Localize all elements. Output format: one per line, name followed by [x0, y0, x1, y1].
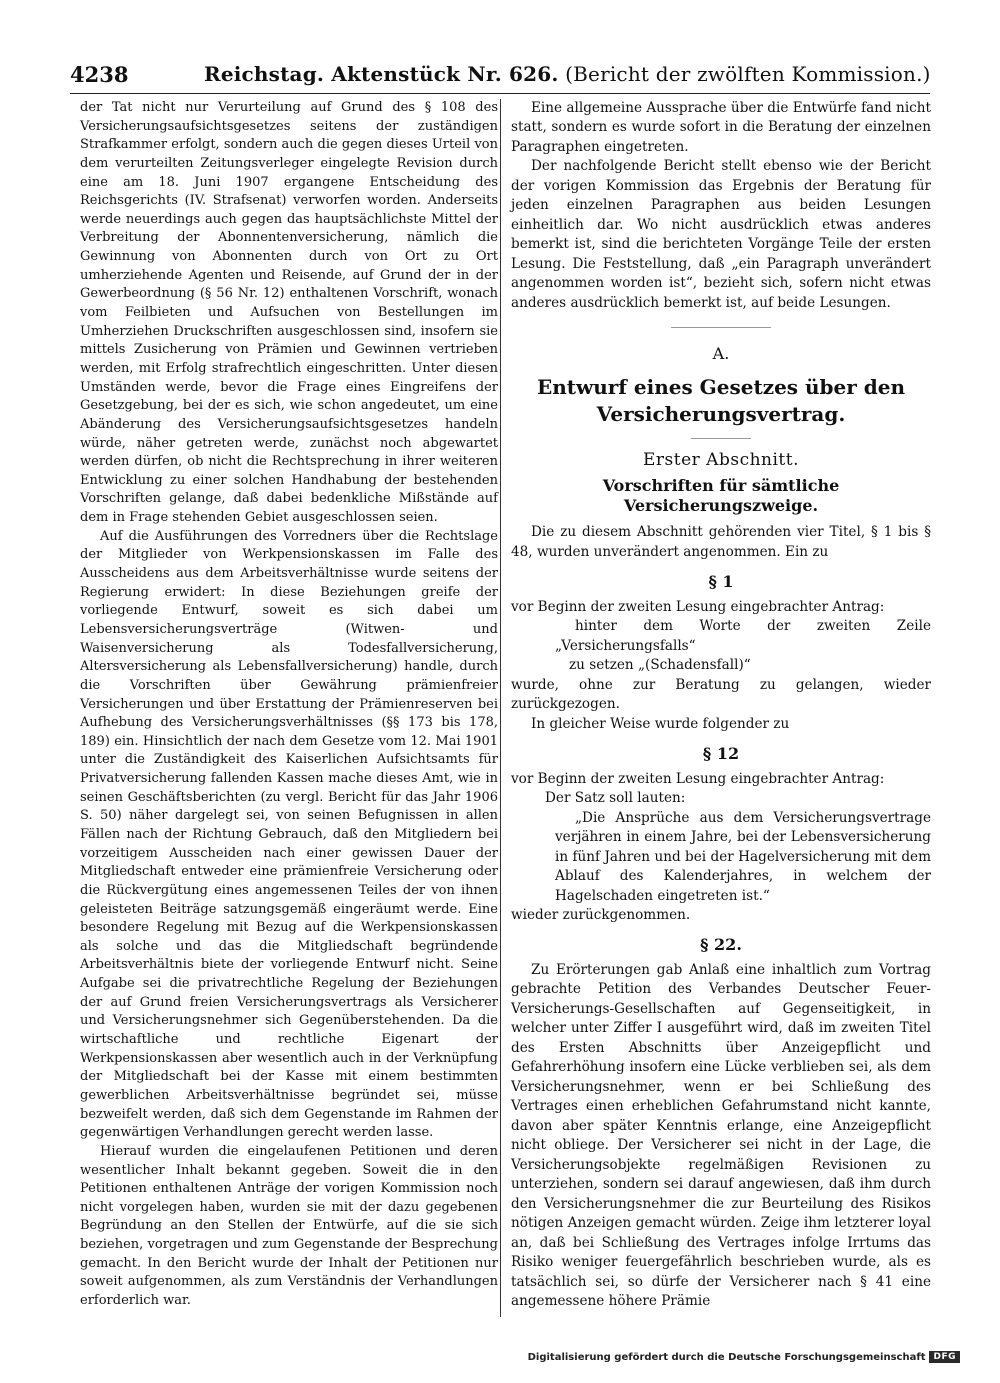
page-number: 4238 [70, 62, 129, 87]
paragraph-12-label: Der Satz soll lauten: [545, 790, 686, 807]
left-paragraph-3: Hierauf wurden die eingelaufenen Petitionen und deren wesentlicher Inhalt bekannt gegeben. Soweit die in den Petitionen enthaltenen Anträge der vorigen Kommission noch nicht vorgelegen haben, wurden sie mit der dazu gegebenen Begründung an den Stellen der Entwürfe, auf die sie sich beziehen, vorgetragen und zum Gegenstande der Besprechung gemacht. In den Bericht wurde der Inhalt der Petitionen nur soweit aufgenommen, als zum Verständnis der Verhandlungen erforderlich war. [80, 1143, 498, 1308]
separator-line [671, 327, 771, 328]
draft-title: Entwurf eines Gesetzes über den Versicherungsvertrag. [536, 374, 906, 426]
section-heading: Erster Abschnitt. [643, 449, 799, 470]
header-rule [70, 93, 930, 94]
paragraph-1-outro: wurde, ohne zur Beratung zu gelangen, wieder zurückgezogen. [511, 676, 931, 713]
paragraph-heading-22: § 22. [700, 935, 742, 955]
paragraph-12-outro: wieder zurückgenommen. [511, 906, 691, 923]
separator-line-small [691, 438, 751, 439]
column-divider [500, 99, 501, 1317]
paragraph-1-intro: vor Beginn der zweiten Lesung eingebrachter Antrag: [511, 598, 885, 615]
paragraph-1-next: In gleicher Weise wurde folgender zu [531, 715, 790, 732]
paragraph-12-quote: „Die Ansprüche aus dem Versicherungsvertrage verjähren in einem Jahre, bei der Lebensversicherung in fünf Jahren und bei der Hagelversicherung mit dem Ablauf des Kalenderjahres, in welchem der Hagelschaden eingetreten ist.“ [555, 809, 931, 904]
paragraph-heading-1: § 1 [708, 572, 734, 592]
paragraph-1-quote-b: zu setzen „(Schadensfall)“ [569, 657, 751, 674]
paragraph-12-intro: vor Beginn der zweiten Lesung eingebrachter Antrag: [511, 770, 885, 787]
section-letter: A. [712, 344, 730, 364]
paragraph-heading-12: § 12 [702, 744, 740, 764]
digitization-credit [528, 1351, 960, 1363]
dfg-logo: DFG [929, 1351, 960, 1363]
credit-text: Digitalisierung gefördert durch die Deutsche Forschungsgemeinschaft [527, 1351, 926, 1363]
paragraph-1-quote-a: hinter dem Worte der zweiten Zeile „Versicherungsfalls“ [555, 618, 931, 654]
right-paragraph-1: Eine allgemeine Aussprache über die Entwürfe fand nicht statt, sondern es wurde sofort in die Beratung der einzelnen Paragraphen eingetreten. [511, 100, 931, 155]
left-paragraph-1: der Tat nicht nur Verurteilung auf Grund des § 108 des Versicherungsaufsichtsgesetzes seitens der zuständigen Strafkammer erfolgt, sondern auch die gegen dieses Urteil von dem verurteilten Zeitungsverleger eingelegte Revision durch eine am 18. Juni 1907 ergangene Entscheidung des Reichsgerichts (IV. Strafsenat) verworfen worden. Anderseits werde neuerdings auch gegen das hauptsächlichste Mittel der Verbreitung der Abonnentenversicherung, nämlich die Gewinnung von Abonnenten durch von Ort zu Ort umherziehende Agenten und Reisende, auf Grund der in der Gewerbeordnung (§ 56 Nr. 12) enthaltenen Vorschrift, wonach vom Feilbieten und Aufsuchen von Bestellungen im Umherziehen Druckschriften ausgeschlossen sind, insofern sie mittels Zusicherung von Prämien und Gewinnen vertrieben werden, mit Erfolg strafrechtlich eingeschritten. Unter diesen Umständen werde, bevor die Frage eines Eingreifens der Gesetzgebung, bei der es sich, wie schon angedeutet, um eine Abänderung des Versicherungsaufsichtsgesetzes handeln würde, näher getreten werde, zunächst noch abgewartet werden dürfen, ob nicht die Rechtsprechung in ihrer weiteren Entwicklung zu einer solchen Handhabung der bestehenden Vorschriften gelange, daß dabei bedenkliche Mißstände auf dem in Frage stehenden Gebiet ausgeschlossen seien. [80, 100, 498, 526]
left-column [80, 99, 498, 1311]
section-subheading: Vorschriften für sämtliche Versicherungszweige. [602, 476, 840, 515]
paragraph-22-text: Zu Erörterungen gab Anlaß eine inhaltlich zum Vortrag gebrachte Petition des Verbandes Deutscher Feuer-Versicherungs-Gesellschaften auf Gegenseitigkeit, in welcher unter Ziffer I ausgeführt wird, daß im zweiten Titel des Ersten Abschnitts über Anzeigepflicht und Gefahrerhöhung insofern eine Lücke verblieben sei, als dem Versicherungsnehmer, wenn er bei Schließung des Vertrages einen erheblichen Gefahrumstand nicht kannte, davon aber später Kenntnis erlange, eine Anzeigepflicht nicht obliege. Der Versicherer sei nicht in der Lage, die Versicherungsobjekte regelmäßigen Revisionen zu unterziehen, sondern sei darauf angewiesen, daß ihm durch den Versicherungsnehmer die zur Beurteilung des Risikos nötigen Anzeigen gemacht würden. Zeige ihm letzterer loyal an, daß bei Schließung des Vertrages infolge Irrtums das Risiko weniger feuergefährlich beschrieben wurde, als es tatsächlich sei, so dürfe der Versicherer nach § 41 eine angemessene höhere Prämie [511, 961, 931, 1310]
right-column [511, 99, 931, 1312]
running-title-main: Reichstag. Aktenstück Nr. 626. [204, 62, 559, 86]
right-paragraph-2: Der nachfolgende Bericht stellt ebenso wie der Bericht der vorigen Kommission das Ergebnis der Beratung für jeden einzelnen Paragraphen aus beiden Lesungen einheitlich dar. Wo nicht ausdrücklich etwas anderes bemerkt ist, sind die berichteten Vorgänge Teile der ersten Lesung. Die Feststellung, daß „ein Paragraph unverändert angenommen worden ist“, bezieht sich, sofern nicht etwas anderes ausdrücklich bemerkt ist, auf beide Lesungen. [511, 158, 931, 311]
page-header [70, 62, 930, 92]
left-paragraph-2: Auf die Ausführungen des Vorredners über die Rechtslage der Mitglieder von Werkpensionskassen im Falle des Ausscheidens aus dem Arbeitsverhältnisse wurde seitens der Regierung erwidert: In diese Beziehungen greife der vorliegende Entwurf, soweit es sich dabei um Lebensversicherungsverträge (Witwen- und Waisenversicherung als Todesfallversicherung, Altersversicherung als Lebensfallversicherung) handle, durch die Vorschriften über Gewährung prämienfreier Versicherungen und über Erstattung der Prämienreserven bei Aufhebung des Versicherungsverhältnisses (§§ 173 bis 178, 189) ein. Hinsichtlich der nach dem Gesetze vom 12. Mai 1901 unter die Zuständigkeit des Kaiserlichen Aufsichtsamts für Privatversicherung fallenden Kassen mache dieses Amt, wie in seinen Geschäftsberichten (zu vergl. Bericht für das Jahr 1906 S. 50) näher dargelegt sei, von seinen Befugnissen in allen Fällen nach der Richtung Gebrauch, daß den Mitgliedern bei vorzeitigem Ausscheiden nach einer gewissen Dauer der Mitgliedschaft entweder eine prämienfreie Versicherung oder die Rückvergütung eines angemessenen Teiles der von ihnen geleisteten Beiträge satzungsgemäß eingeräumt werde. Eine besondere Regelung mit Bezug auf die Werkpensionskassen als solche und das die Mitgliedschaft begründende Arbeitsverhältnis biete der vorliegende Entwurf nicht. Seine Aufgabe sei die privatrechtliche Regelung der Beziehungen der auf Grund freien Versicherungsvertrags als Versicherer und Versicherungsnehmer sich Gegenüberstehenden. Da die wirtschaftliche und rechtliche Eigenart der Werkpensionskassen aber wesentlich auch in der Verknüpfung der Mitgliedschaft bei der Kasse mit einem bestimmten gewerblichen Arbeitsverhältnisse begründet sei, müsse bezweifelt werden, daß sich dem Gegenstande im Rahmen der gegenwärtigen Verhandlungen gerecht werden lasse. [80, 528, 498, 1141]
running-title-sub: (Bericht der zwölften Kommission.) [565, 62, 931, 86]
running-title [204, 62, 931, 86]
section-text: Die zu diesem Abschnitt gehörenden vier Titel, § 1 bis § 48, wurden unverändert angenommen. Ein zu [511, 524, 931, 560]
